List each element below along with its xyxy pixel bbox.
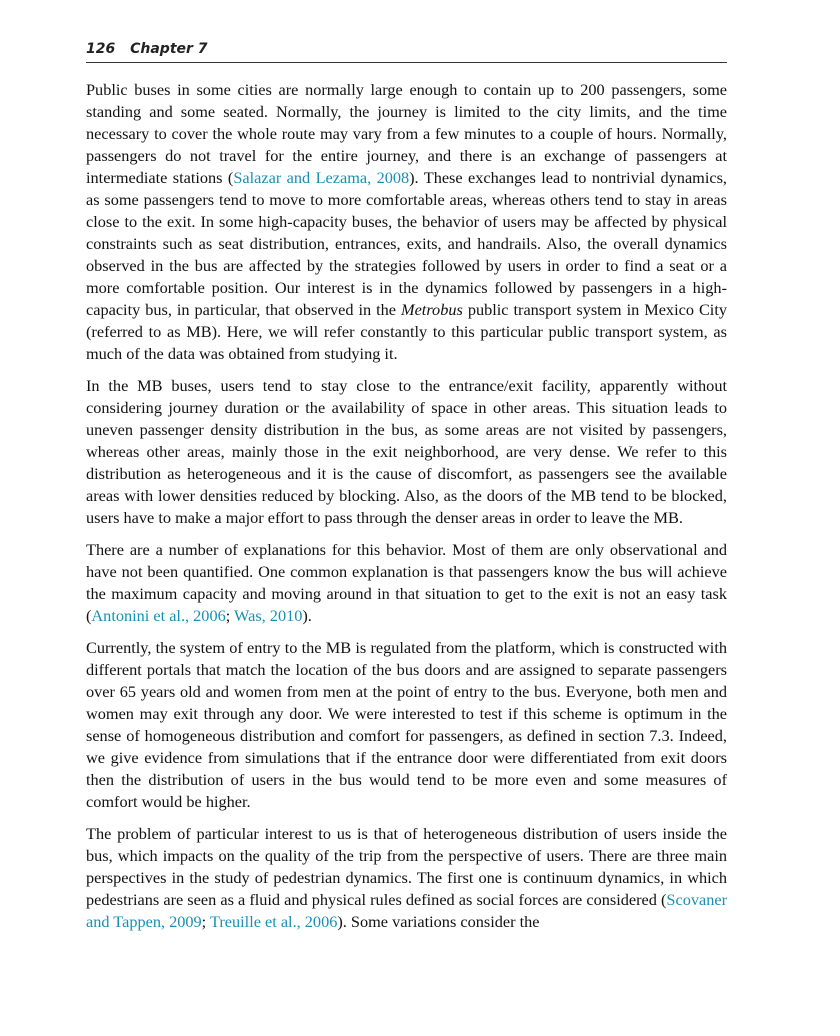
text-run: ). These exchanges lead to nontrivial dynamics, as some passengers tend to move to more comfortable areas, whereas others tend to stay in areas close to the exit. In some high-capacity buses, the behavior of users may be affected by physical constraints such as seat distribution, entrances, exits, and handrails. Also, the overall dynamics observed in the bus are affected by the strategies followed by users in order to find a seat or a more comfortable position. Our interest is in the dynamics followed by passengers in a high-capacity bus, in particular, that observed in the	[86, 168, 727, 319]
citation-link[interactable]: Was, 2010	[234, 606, 303, 625]
emphasis-text: Metrobus	[401, 300, 463, 319]
text-run: The problem of particular interest to us is that of heterogeneous distribution of users inside the bus, which impacts on the quality of the trip from the perspective of users. There are three main perspectives in the study of pedestrian dynamics. The first one is continuum dynamics, in which pedestrians are seen as a fluid and physical rules defined as social forces are considered (	[86, 824, 727, 909]
paragraph: Currently, the system of entry to the MB is regulated from the platform, which is constructed with different portals that match the location of the bus doors and are assigned to separate passengers over 65 years old and women from men at the point of entry to the bus. Everyone, both men and women may exit through any door. We were interested to test if this scheme is optimum in the sense of homogeneous distribution and comfort for passengers, as defined in section 7.3. Indeed, we give evidence from simulations that if the entrance door were differentiated from exit doors then the distribution of users in the bus would tend to be more even and some measures of comfort would be higher.	[86, 638, 727, 811]
text-run: ;	[201, 912, 210, 931]
paragraph: In the MB buses, users tend to stay close to the entrance/exit facility, apparently without considering journey duration or the availability of space in other areas. This situation leads to uneven passenger density distribution in the bus, as some areas are not visited by passengers, whereas other areas, mainly those in the exit neighborhood, are very dense. We refer to this distribution as heterogeneous and it is the cause of discomfort, as passengers see the available areas with lower densities reduced by blocking. Also, as the doors of the MB tend to be blocked, users have to make a major effort to pass through the denser areas in order to leave the MB.	[86, 376, 727, 527]
page-number: 126	[86, 41, 116, 57]
page	[86, 38, 727, 943]
running-header	[86, 38, 727, 63]
body-text	[86, 79, 727, 933]
text-run: public transport system in Mexico City (referred to as MB). Here, we will refer constantly to this particular public transport system, as much of the data was obtained from studying it.	[86, 300, 727, 363]
citation-link[interactable]: Antonini et al., 2006	[91, 606, 226, 625]
text-run: There are a number of explanations for this behavior. Most of them are only observational and have not been quantified. One common explanation is that passengers know the bus will achieve the maximum capacity and moving around in that situation to get to the exit is not an easy task (	[86, 540, 727, 625]
citation-link[interactable]: Salazar and Lezama, 2008	[233, 168, 410, 187]
text-run: Public buses in some cities are normally large enough to contain up to 200 passengers, some standing and some seated. Normally, the journey is limited to the city limits, and the time necessary to cover the whole route may vary from a few minutes to a couple of hours. Normally, passengers do not travel for the entire journey, and there is an exchange of passengers at intermediate stations (	[86, 80, 727, 187]
text-run: ). Some variations consider the	[337, 912, 540, 931]
paragraph	[86, 79, 727, 365]
text-run: ).	[302, 606, 312, 625]
paragraph	[86, 823, 727, 933]
citation-link[interactable]: Scovaner and Tappen, 2009	[86, 890, 727, 931]
text-run: ;	[225, 606, 235, 625]
chapter-title: Chapter 7	[130, 41, 208, 57]
citation-link[interactable]: Treuille et al., 2006	[209, 912, 338, 931]
paragraph	[86, 539, 727, 627]
